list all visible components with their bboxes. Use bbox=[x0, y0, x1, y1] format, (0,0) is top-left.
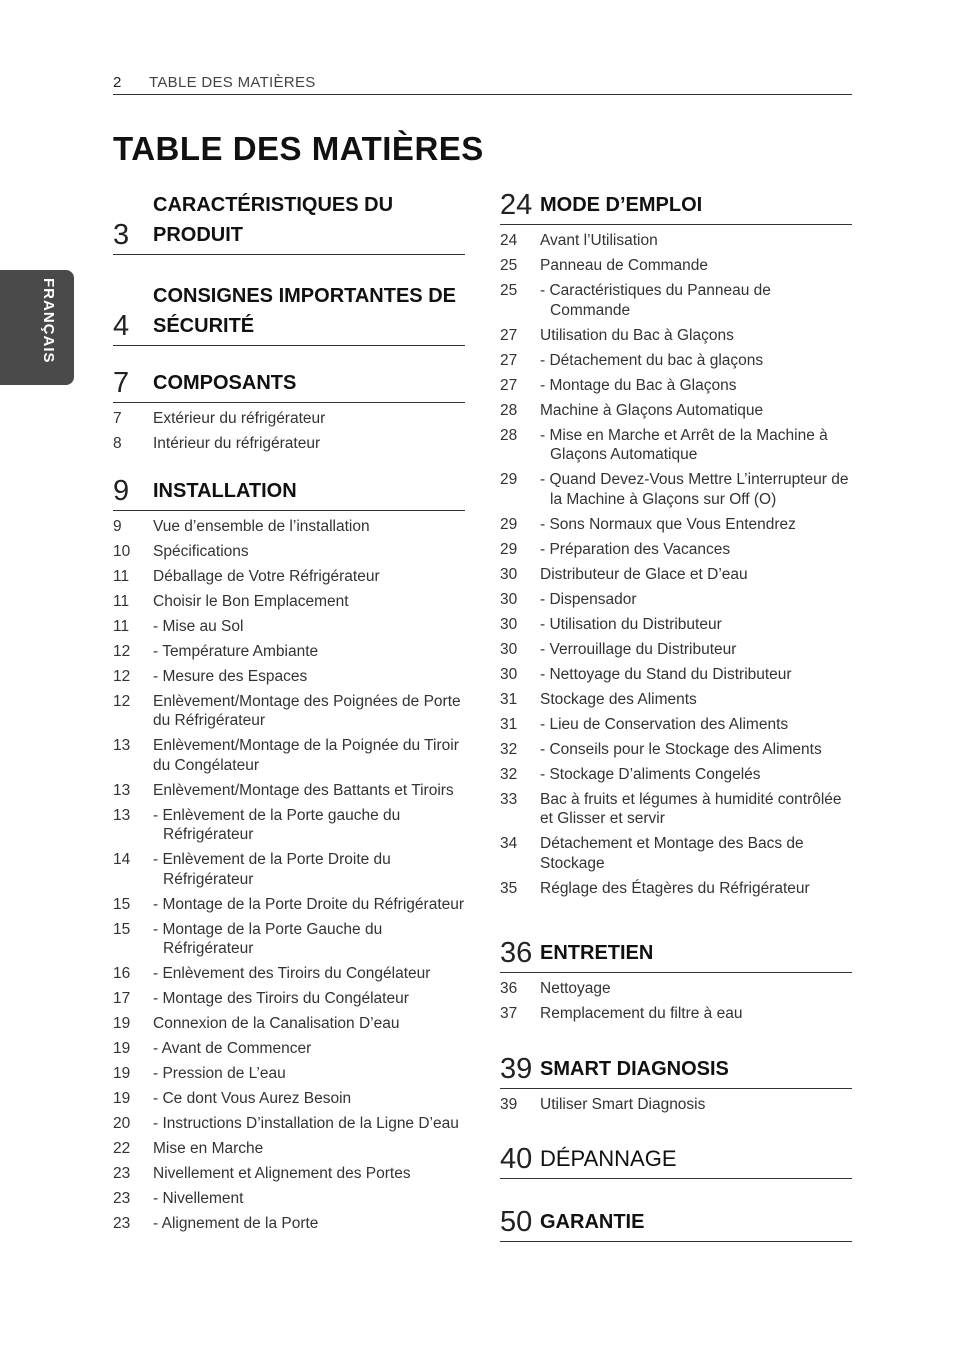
section-heading[interactable] bbox=[500, 1144, 852, 1179]
entry-page-number: 20 bbox=[113, 1115, 131, 1132]
entry-page-number: 13 bbox=[113, 737, 131, 754]
entry-title: - Ce dont Vous Aurez Besoin bbox=[153, 1090, 352, 1107]
entry-title: Extérieur du réfrigérateur bbox=[153, 410, 326, 427]
entry-page-number: 37 bbox=[500, 1005, 518, 1022]
header-title: TABLE DES MATIÈRES bbox=[149, 74, 316, 91]
page-title: TABLE DES MATIÈRES bbox=[113, 130, 484, 167]
entry-title: Déballage de Votre Réfrigérateur bbox=[153, 567, 380, 585]
toc-section bbox=[500, 1144, 852, 1179]
section-title: DÉPANNAGE bbox=[540, 1146, 677, 1171]
entry-title: Enlèvement/Montage des Poignées de Porte du Réfrigérateur bbox=[153, 692, 461, 729]
entry-page-number: 19 bbox=[113, 1040, 131, 1057]
toc-entry[interactable] bbox=[500, 540, 852, 560]
entry-title: Spécifications bbox=[153, 542, 249, 560]
entry-page-number: 30 bbox=[500, 615, 518, 633]
entry-title: - Sons Normaux que Vous Entendrez bbox=[540, 515, 796, 533]
toc-entry[interactable] bbox=[500, 640, 852, 660]
toc-section bbox=[500, 938, 852, 1024]
entry-page-number: 11 bbox=[113, 567, 130, 585]
toc-entry[interactable] bbox=[500, 765, 852, 785]
section-page-number: 9 bbox=[113, 474, 130, 507]
header-page-number: 2 bbox=[113, 74, 122, 91]
entry-page-number: 23 bbox=[113, 1190, 131, 1207]
toc-entry[interactable] bbox=[500, 515, 852, 535]
entry-title: Nettoyage bbox=[540, 980, 611, 997]
entry-title: - Montage de la Porte Gauche du Réfrigérateur bbox=[153, 920, 383, 957]
toc-entry[interactable] bbox=[500, 979, 852, 999]
section-heading[interactable] bbox=[113, 476, 465, 511]
entry-title: Vue d’ensemble de l’installation bbox=[153, 517, 370, 535]
entry-page-number: 10 bbox=[113, 542, 131, 560]
toc-entry[interactable] bbox=[500, 401, 852, 421]
entry-title: Utilisation du Bac à Glaçons bbox=[540, 326, 734, 344]
toc-entry[interactable] bbox=[113, 1189, 465, 1209]
toc-entry[interactable] bbox=[500, 565, 852, 585]
entry-title: - Enlèvement de la Porte Droite du Réfrigérateur bbox=[153, 851, 391, 888]
toc-section bbox=[113, 190, 465, 255]
entry-page-number: 30 bbox=[500, 590, 518, 608]
entry-title: Remplacement du filtre à eau bbox=[540, 1005, 743, 1022]
entry-page-number: 35 bbox=[500, 879, 518, 897]
section-heading[interactable] bbox=[113, 190, 465, 255]
entry-title: Réglage des Étagères du Réfrigérateur bbox=[540, 879, 810, 897]
toc-entry[interactable] bbox=[113, 1139, 465, 1159]
entry-title: - Pression de L’eau bbox=[153, 1065, 286, 1082]
entry-page-number: 25 bbox=[500, 257, 518, 274]
toc-entry[interactable] bbox=[500, 281, 852, 320]
toc-section bbox=[500, 1054, 852, 1115]
toc-entry[interactable] bbox=[500, 665, 852, 685]
entry-page-number: 31 bbox=[500, 690, 518, 708]
toc-entry[interactable] bbox=[113, 434, 465, 454]
entry-page-number: 12 bbox=[113, 642, 131, 660]
toc-entry[interactable] bbox=[500, 326, 852, 346]
toc-entry[interactable] bbox=[113, 1089, 465, 1109]
section-page-number: 39 bbox=[500, 1052, 533, 1085]
entry-page-number: 13 bbox=[113, 806, 131, 824]
toc-entry[interactable] bbox=[500, 879, 852, 899]
entry-title: - Stockage D’aliments Congelés bbox=[540, 765, 761, 783]
entry-page-number: 28 bbox=[500, 401, 518, 419]
entry-title: - Détachement du bac à glaçons bbox=[540, 351, 764, 369]
entry-page-number: 12 bbox=[113, 667, 131, 685]
entry-title: Mise en Marche bbox=[153, 1140, 264, 1157]
toc-entry[interactable] bbox=[113, 989, 465, 1009]
entry-title: - Mesure des Espaces bbox=[153, 667, 308, 685]
toc-entry[interactable] bbox=[500, 1095, 852, 1115]
toc-entry[interactable] bbox=[113, 895, 465, 915]
entry-title: - Caractéristiques du Panneau de Commande bbox=[540, 282, 771, 319]
toc-entry[interactable] bbox=[113, 642, 465, 662]
toc-entry[interactable] bbox=[500, 256, 852, 276]
toc-entry[interactable] bbox=[500, 615, 852, 635]
entry-title: - Nettoyage du Stand du Distributeur bbox=[540, 665, 792, 683]
toc-entry[interactable] bbox=[113, 1014, 465, 1034]
entry-title: - Température Ambiante bbox=[153, 642, 319, 660]
entry-page-number: 9 bbox=[113, 517, 122, 535]
entry-page-number: 36 bbox=[500, 980, 518, 997]
entry-title: Avant l’Utilisation bbox=[540, 232, 658, 249]
section-page-number: 50 bbox=[500, 1206, 533, 1238]
toc-entry[interactable] bbox=[113, 667, 465, 687]
entry-page-number: 28 bbox=[500, 426, 518, 444]
section-title: CARACTÉRISTIQUES DU PRODUIT bbox=[153, 194, 394, 246]
toc-entry[interactable] bbox=[500, 376, 852, 396]
section-page-number: 7 bbox=[113, 367, 130, 399]
entry-page-number: 34 bbox=[500, 835, 518, 852]
section-heading[interactable] bbox=[113, 368, 465, 403]
entry-page-number: 13 bbox=[113, 781, 131, 799]
entry-title: - Nivellement bbox=[153, 1190, 244, 1207]
entry-title: Stockage des Aliments bbox=[540, 690, 697, 708]
toc-entry[interactable] bbox=[113, 567, 465, 587]
toc-entry[interactable] bbox=[113, 1039, 465, 1059]
entry-page-number: 7 bbox=[113, 410, 122, 427]
section-entries bbox=[113, 409, 465, 454]
toc-entry[interactable] bbox=[500, 1004, 852, 1024]
toc-entry[interactable] bbox=[113, 850, 465, 889]
toc-entry[interactable] bbox=[113, 1214, 465, 1234]
toc-entry[interactable] bbox=[113, 517, 465, 537]
section-heading[interactable] bbox=[500, 1054, 852, 1089]
entry-page-number: 12 bbox=[113, 692, 131, 710]
toc-entry[interactable] bbox=[113, 592, 465, 612]
toc-section bbox=[113, 476, 465, 1234]
entry-title: - Dispensador bbox=[540, 590, 637, 608]
entry-page-number: 16 bbox=[113, 965, 131, 982]
entry-title: Enlèvement/Montage de la Poignée du Tiroir du Congélateur bbox=[153, 737, 459, 774]
section-title: INSTALLATION bbox=[153, 479, 297, 502]
entry-title: Choisir le Bon Emplacement bbox=[153, 592, 349, 610]
toc-entry[interactable] bbox=[500, 426, 852, 465]
entry-title: Panneau de Commande bbox=[540, 257, 709, 274]
entry-page-number: 24 bbox=[500, 232, 518, 249]
language-tab-label: FRANÇAIS bbox=[40, 278, 57, 364]
toc-entry[interactable] bbox=[113, 617, 465, 637]
entry-page-number: 25 bbox=[500, 282, 518, 299]
entry-page-number: 15 bbox=[113, 920, 131, 938]
section-heading[interactable] bbox=[500, 938, 852, 973]
section-entries bbox=[113, 517, 465, 1234]
entry-page-number: 39 bbox=[500, 1095, 518, 1113]
entry-page-number: 11 bbox=[113, 592, 130, 610]
toc-entry[interactable] bbox=[113, 692, 465, 731]
toc-entry[interactable] bbox=[500, 590, 852, 610]
section-heading[interactable] bbox=[500, 1207, 852, 1242]
section-heading[interactable] bbox=[113, 281, 465, 346]
entry-page-number: 27 bbox=[500, 351, 518, 369]
entry-title: Intérieur du réfrigérateur bbox=[153, 435, 321, 452]
toc-entry[interactable] bbox=[113, 542, 465, 562]
toc-section bbox=[500, 1207, 852, 1242]
entry-page-number: 19 bbox=[113, 1090, 131, 1107]
entry-title: - Verrouillage du Distributeur bbox=[540, 640, 737, 658]
section-title: ENTRETIEN bbox=[540, 942, 654, 964]
section-page-number: 36 bbox=[500, 937, 533, 969]
section-entries bbox=[500, 1095, 852, 1115]
toc-entry[interactable] bbox=[113, 781, 465, 801]
entry-page-number: 27 bbox=[500, 376, 518, 394]
toc-left-column bbox=[113, 190, 465, 1239]
entry-page-number: 29 bbox=[500, 540, 518, 558]
entry-title: - Avant de Commencer bbox=[153, 1040, 312, 1057]
entry-title: Nivellement et Alignement des Portes bbox=[153, 1165, 411, 1182]
entry-title: Machine à Glaçons Automatique bbox=[540, 401, 764, 419]
toc-entry[interactable] bbox=[113, 1164, 465, 1184]
toc-right-column bbox=[500, 190, 852, 1242]
toc-section bbox=[113, 281, 465, 346]
language-tab bbox=[0, 270, 74, 385]
entry-title: - Lieu de Conservation des Aliments bbox=[540, 715, 789, 733]
toc-section bbox=[113, 368, 465, 454]
entry-title: - Préparation des Vacances bbox=[540, 540, 731, 558]
toc-section bbox=[500, 190, 852, 898]
section-title: MODE D’EMPLOI bbox=[540, 194, 703, 216]
section-page-number: 4 bbox=[113, 310, 130, 342]
section-entries bbox=[500, 979, 852, 1024]
toc-entry[interactable] bbox=[113, 964, 465, 984]
toc-entry[interactable] bbox=[113, 920, 465, 959]
entry-page-number: 30 bbox=[500, 565, 518, 583]
toc-entry[interactable] bbox=[500, 690, 852, 710]
entry-title: - Mise en Marche et Arrêt de la Machine à Glaçons Automatique bbox=[540, 426, 828, 463]
entry-title: Bac à fruits et légumes à humidité contrôlée et Glisser et servir bbox=[540, 790, 842, 827]
section-page-number: 40 bbox=[500, 1143, 533, 1175]
toc-entry[interactable] bbox=[113, 736, 465, 775]
toc-entry[interactable] bbox=[500, 470, 852, 509]
entry-page-number: 30 bbox=[500, 665, 518, 683]
entry-page-number: 29 bbox=[500, 471, 518, 488]
section-title: CONSIGNES IMPORTANTES DE SÉCURITÉ bbox=[153, 285, 456, 337]
toc-entry[interactable] bbox=[500, 790, 852, 829]
section-heading[interactable] bbox=[500, 190, 852, 225]
section-title: GARANTIE bbox=[540, 1211, 645, 1233]
toc-entry[interactable] bbox=[113, 409, 465, 429]
entry-title: - Montage du Bac à Glaçons bbox=[540, 376, 737, 394]
entry-page-number: 32 bbox=[500, 740, 518, 758]
toc-entry[interactable] bbox=[113, 1114, 465, 1134]
entry-title: Distributeur de Glace et D’eau bbox=[540, 565, 748, 583]
entry-page-number: 17 bbox=[113, 990, 131, 1007]
toc-entry[interactable] bbox=[500, 351, 852, 371]
toc-entry[interactable] bbox=[113, 1064, 465, 1084]
entry-page-number: 23 bbox=[113, 1165, 131, 1182]
page-header bbox=[113, 74, 852, 95]
entry-page-number: 15 bbox=[113, 895, 131, 913]
entry-page-number: 23 bbox=[113, 1215, 131, 1232]
entry-title: - Quand Devez-Vous Mettre L’interrupteur de la Machine à Glaçons sur Off (O) bbox=[540, 471, 849, 508]
entry-title: - Enlèvement de la Porte gauche du Réfrigérateur bbox=[153, 806, 401, 843]
toc-entry[interactable] bbox=[500, 715, 852, 735]
entry-page-number: 19 bbox=[113, 1065, 131, 1082]
entry-title: - Mise au Sol bbox=[153, 617, 244, 635]
entry-title: - Utilisation du Distributeur bbox=[540, 615, 722, 633]
entry-title: - Montage de la Porte Droite du Réfrigérateur bbox=[153, 895, 465, 913]
entry-title: Détachement et Montage des Bacs de Stockage bbox=[540, 835, 804, 872]
entry-page-number: 33 bbox=[500, 790, 518, 808]
entry-page-number: 27 bbox=[500, 326, 518, 344]
toc-entry[interactable] bbox=[500, 740, 852, 760]
entry-page-number: 29 bbox=[500, 515, 518, 533]
entry-title: - Alignement de la Porte bbox=[153, 1215, 319, 1232]
entry-page-number: 11 bbox=[113, 617, 130, 635]
section-page-number: 24 bbox=[500, 189, 533, 221]
entry-title: Connexion de la Canalisation D’eau bbox=[153, 1015, 400, 1032]
entry-page-number: 30 bbox=[500, 640, 518, 658]
entry-title: - Conseils pour le Stockage des Aliments bbox=[540, 740, 822, 758]
section-page-number: 3 bbox=[113, 219, 130, 251]
entry-page-number: 8 bbox=[113, 435, 122, 452]
entry-page-number: 14 bbox=[113, 851, 131, 868]
entry-page-number: 22 bbox=[113, 1140, 131, 1157]
entry-title: - Enlèvement des Tiroirs du Congélateur bbox=[153, 965, 431, 982]
section-title: SMART DIAGNOSIS bbox=[540, 1057, 729, 1080]
entry-title: - Instructions D’installation de la Ligne D’eau bbox=[153, 1115, 459, 1132]
entry-title: Utiliser Smart Diagnosis bbox=[540, 1095, 706, 1113]
entry-title: - Montage des Tiroirs du Congélateur bbox=[153, 990, 409, 1007]
entry-page-number: 32 bbox=[500, 765, 518, 783]
entry-page-number: 19 bbox=[113, 1015, 131, 1032]
section-entries bbox=[500, 231, 852, 898]
toc-entry[interactable] bbox=[113, 806, 465, 845]
entry-page-number: 31 bbox=[500, 715, 518, 733]
toc-entry[interactable] bbox=[500, 834, 852, 873]
entry-title: Enlèvement/Montage des Battants et Tiroirs bbox=[153, 781, 454, 799]
section-title: COMPOSANTS bbox=[153, 372, 297, 394]
toc-entry[interactable] bbox=[500, 231, 852, 251]
